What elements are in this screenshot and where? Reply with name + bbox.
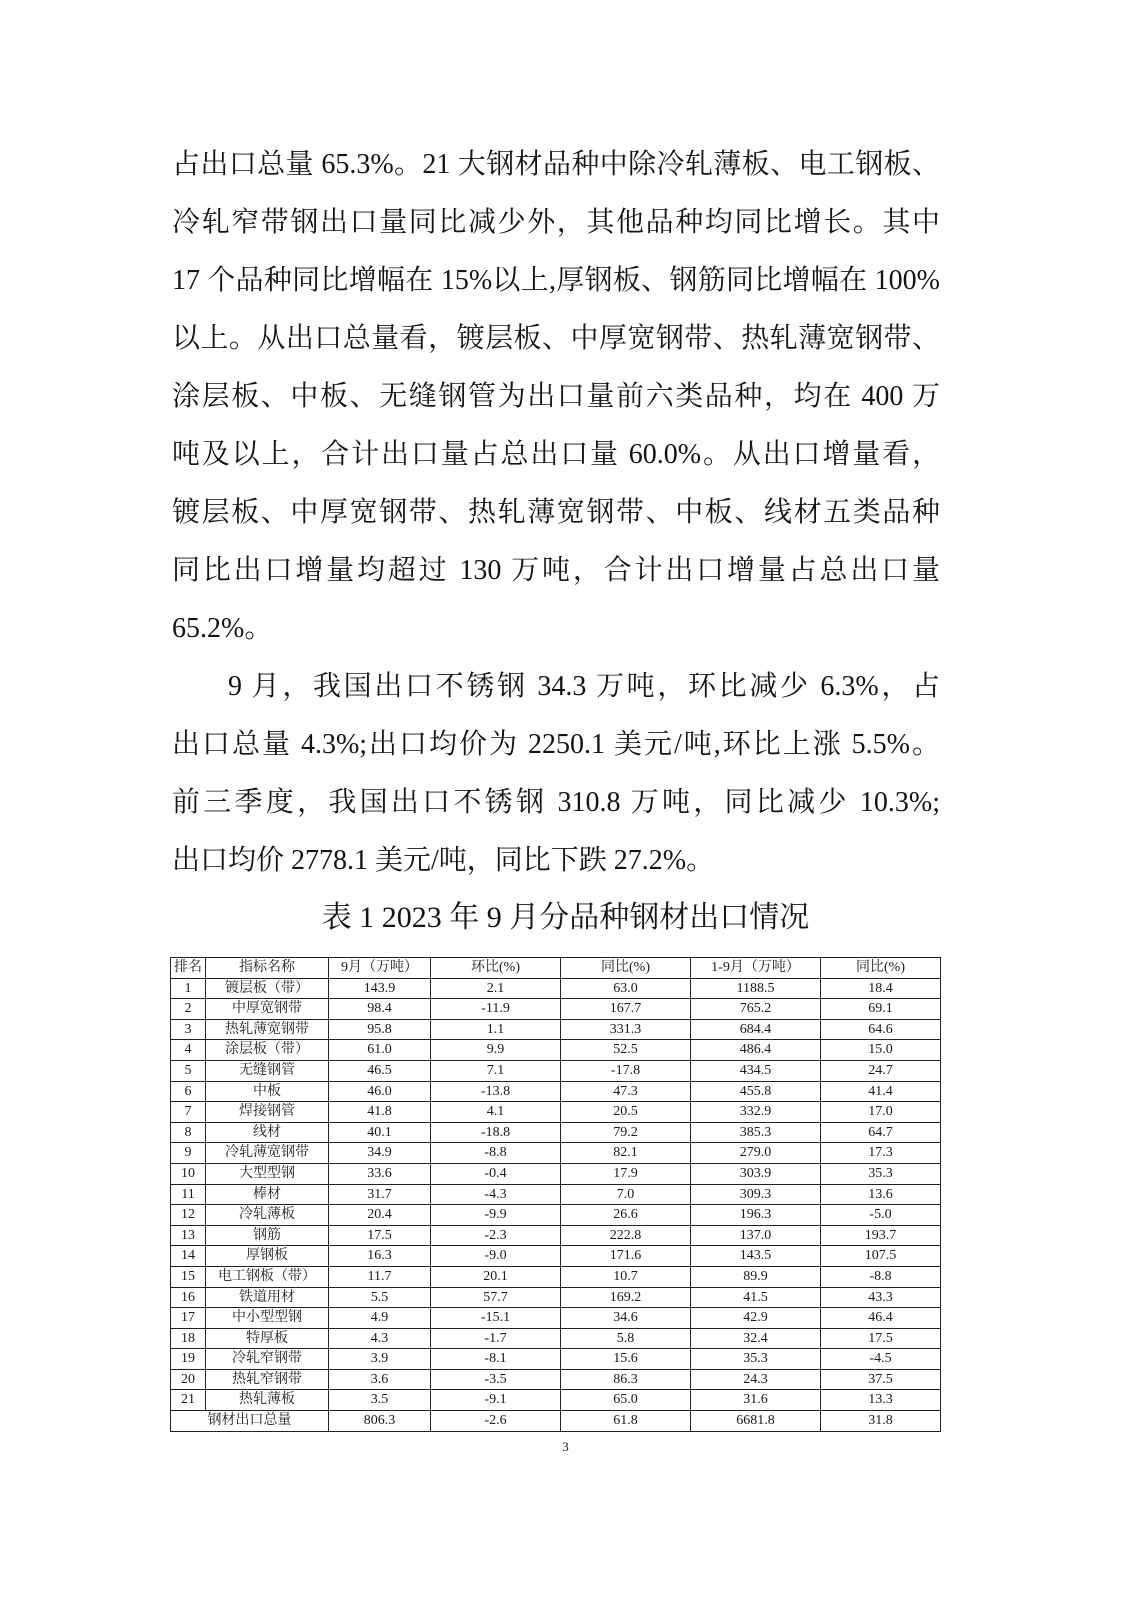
- cell-ytd-yoy: 46.4: [821, 1308, 941, 1329]
- cell-yoy: 10.7: [561, 1266, 691, 1287]
- cell-name: 冷轧窄钢带: [206, 1349, 329, 1370]
- cell-sep-volume: 61.0: [329, 1040, 431, 1061]
- cell-yoy: 171.6: [561, 1246, 691, 1267]
- text-line: 同比出口增量均超过 130 万吨，合计出口增量占总出口量: [172, 555, 940, 586]
- text-line: 65.2%。: [172, 613, 273, 644]
- cell-sep-volume: 4.9: [329, 1308, 431, 1329]
- table-row: [171, 1122, 941, 1143]
- table-row: [171, 1060, 941, 1081]
- text-line: 17 个品种同比增幅在 15%以上,厚钢板、钢筋同比增幅在 100%: [172, 265, 940, 296]
- table-row: [171, 1328, 941, 1349]
- cell-ytd-yoy: -5.0: [821, 1205, 941, 1226]
- cell-rank: 16: [171, 1287, 206, 1308]
- table-row: [171, 1184, 941, 1205]
- cell-mom: -13.8: [431, 1081, 561, 1102]
- header-ytd-yoy: 同比(%): [821, 958, 941, 979]
- cell-mom: 20.1: [431, 1266, 561, 1287]
- cell-sep-volume: 33.6: [329, 1163, 431, 1184]
- cell-ytd-yoy: 69.1: [821, 999, 941, 1020]
- text-line: 镀层板、中厚宽钢带、热轧薄宽钢带、中板、线材五类品种: [172, 497, 940, 528]
- table-row: [171, 1369, 941, 1390]
- table-row: [171, 1205, 941, 1226]
- cell-name: 铁道用材: [206, 1287, 329, 1308]
- cell-ytd-volume: 35.3: [691, 1349, 821, 1370]
- cell-sep-volume: 98.4: [329, 999, 431, 1020]
- total-ytd-yoy: 31.8: [821, 1411, 941, 1432]
- text-line: 占出口总量 65.3%。21 大钢材品种中除冷轧薄板、电工钢板、: [172, 149, 940, 180]
- table-row: [171, 1308, 941, 1329]
- cell-yoy: 167.7: [561, 999, 691, 1020]
- cell-yoy: 15.6: [561, 1349, 691, 1370]
- cell-ytd-volume: 1188.5: [691, 978, 821, 999]
- cell-name: 大型型钢: [206, 1163, 329, 1184]
- cell-ytd-volume: 24.3: [691, 1369, 821, 1390]
- cell-ytd-volume: 486.4: [691, 1040, 821, 1061]
- cell-yoy: 17.9: [561, 1163, 691, 1184]
- cell-rank: 2: [171, 999, 206, 1020]
- cell-ytd-yoy: 64.6: [821, 1019, 941, 1040]
- cell-sep-volume: 46.5: [329, 1060, 431, 1081]
- page-number: 3: [562, 1439, 569, 1454]
- cell-name: 焊接钢管: [206, 1102, 329, 1123]
- text-line: 前三季度，我国出口不锈钢 310.8 万吨，同比减少 10.3%;: [172, 787, 940, 818]
- cell-ytd-volume: 434.5: [691, 1060, 821, 1081]
- cell-sep-volume: 11.7: [329, 1266, 431, 1287]
- table-row: [171, 999, 941, 1020]
- cell-mom: -1.7: [431, 1328, 561, 1349]
- cell-ytd-yoy: 17.3: [821, 1143, 941, 1164]
- text-line: 出口均价 2778.1 美元/吨，同比下跌 27.2%。: [172, 845, 715, 876]
- cell-name: 冷轧薄板: [206, 1205, 329, 1226]
- table-row: [171, 1246, 941, 1267]
- cell-yoy: 79.2: [561, 1122, 691, 1143]
- table-body: [171, 978, 941, 1410]
- cell-ytd-volume: 332.9: [691, 1102, 821, 1123]
- cell-rank: 4: [171, 1040, 206, 1061]
- table-row: [171, 1102, 941, 1123]
- header-yoy: 同比(%): [561, 958, 691, 979]
- cell-sep-volume: 4.3: [329, 1328, 431, 1349]
- cell-ytd-volume: 455.8: [691, 1081, 821, 1102]
- cell-name: 中板: [206, 1081, 329, 1102]
- cell-sep-volume: 20.4: [329, 1205, 431, 1226]
- text-line: 9 月，我国出口不锈钢 34.3 万吨，环比减少 6.3%，占: [228, 671, 940, 702]
- cell-sep-volume: 41.8: [329, 1102, 431, 1123]
- paragraph-continued: [172, 136, 940, 658]
- table-row: [171, 1266, 941, 1287]
- cell-sep-volume: 31.7: [329, 1184, 431, 1205]
- cell-ytd-volume: 32.4: [691, 1328, 821, 1349]
- cell-sep-volume: 3.5: [329, 1390, 431, 1411]
- table-row: [171, 1040, 941, 1061]
- cell-mom: -18.8: [431, 1122, 561, 1143]
- cell-ytd-yoy: 17.5: [821, 1328, 941, 1349]
- cell-rank: 10: [171, 1163, 206, 1184]
- cell-name: 中小型型钢: [206, 1308, 329, 1329]
- cell-mom: -8.8: [431, 1143, 561, 1164]
- cell-ytd-yoy: 13.3: [821, 1390, 941, 1411]
- cell-mom: 7.1: [431, 1060, 561, 1081]
- cell-ytd-volume: 309.3: [691, 1184, 821, 1205]
- table-row: [171, 1163, 941, 1184]
- cell-yoy: 7.0: [561, 1184, 691, 1205]
- cell-ytd-volume: 279.0: [691, 1143, 821, 1164]
- cell-yoy: 86.3: [561, 1369, 691, 1390]
- cell-ytd-volume: 31.6: [691, 1390, 821, 1411]
- cell-mom: -9.9: [431, 1205, 561, 1226]
- cell-name: 厚钢板: [206, 1246, 329, 1267]
- text-line: 涂层板、中板、无缝钢管为出口量前六类品种，均在 400 万: [172, 381, 940, 412]
- table-row: [171, 978, 941, 999]
- cell-mom: -4.3: [431, 1184, 561, 1205]
- cell-ytd-yoy: 193.7: [821, 1225, 941, 1246]
- cell-mom: -9.1: [431, 1390, 561, 1411]
- cell-yoy: 169.2: [561, 1287, 691, 1308]
- cell-ytd-volume: 196.3: [691, 1205, 821, 1226]
- cell-name: 无缝钢管: [206, 1060, 329, 1081]
- text-line: 冷轧窄带钢出口量同比减少外，其他品种均同比增长。其中: [172, 207, 940, 238]
- cell-rank: 19: [171, 1349, 206, 1370]
- cell-rank: 3: [171, 1019, 206, 1040]
- cell-sep-volume: 16.3: [329, 1246, 431, 1267]
- cell-sep-volume: 3.6: [329, 1369, 431, 1390]
- table-total-row: [171, 1411, 941, 1432]
- cell-sep-volume: 34.9: [329, 1143, 431, 1164]
- cell-rank: 8: [171, 1122, 206, 1143]
- cell-ytd-yoy: 18.4: [821, 978, 941, 999]
- cell-mom: 9.9: [431, 1040, 561, 1061]
- table-row: [171, 1390, 941, 1411]
- table-header-row: [171, 958, 941, 979]
- cell-rank: 6: [171, 1081, 206, 1102]
- cell-ytd-volume: 684.4: [691, 1019, 821, 1040]
- cell-name: 电工钢板（带）: [206, 1266, 329, 1287]
- cell-yoy: 222.8: [561, 1225, 691, 1246]
- header-rank: 排名: [171, 958, 206, 979]
- cell-ytd-volume: 41.5: [691, 1287, 821, 1308]
- cell-mom: -9.0: [431, 1246, 561, 1267]
- text-line: 出口总量 4.3%;出口均价为 2250.1 美元/吨,环比上涨 5.5%。: [172, 729, 940, 760]
- cell-name: 热轧薄板: [206, 1390, 329, 1411]
- table-row: [171, 1143, 941, 1164]
- cell-mom: 4.1: [431, 1102, 561, 1123]
- cell-name: 涂层板（带）: [206, 1040, 329, 1061]
- cell-name: 冷轧薄宽钢带: [206, 1143, 329, 1164]
- cell-yoy: 5.8: [561, 1328, 691, 1349]
- cell-yoy: 26.6: [561, 1205, 691, 1226]
- table-title: 表 1 2023 年 9 月分品种钢材出口情况: [321, 901, 810, 934]
- total-yoy: 61.8: [561, 1411, 691, 1432]
- cell-mom: 57.7: [431, 1287, 561, 1308]
- cell-ytd-yoy: 37.5: [821, 1369, 941, 1390]
- text-line: 以上。从出口总量看，镀层板、中厚宽钢带、热轧薄宽钢带、: [172, 323, 940, 354]
- cell-yoy: 34.6: [561, 1308, 691, 1329]
- cell-mom: 1.1: [431, 1019, 561, 1040]
- cell-rank: 5: [171, 1060, 206, 1081]
- cell-ytd-volume: 385.3: [691, 1122, 821, 1143]
- cell-yoy: 63.0: [561, 978, 691, 999]
- table-row: [171, 1225, 941, 1246]
- cell-ytd-yoy: 13.6: [821, 1184, 941, 1205]
- cell-rank: 13: [171, 1225, 206, 1246]
- cell-ytd-yoy: 24.7: [821, 1060, 941, 1081]
- cell-ytd-yoy: 17.0: [821, 1102, 941, 1123]
- cell-sep-volume: 143.9: [329, 978, 431, 999]
- cell-ytd-yoy: 41.4: [821, 1081, 941, 1102]
- cell-name: 中厚宽钢带: [206, 999, 329, 1020]
- cell-ytd-yoy: -8.8: [821, 1266, 941, 1287]
- header-sep-volume: 9月（万吨）: [329, 958, 431, 979]
- text-line: 吨及以上，合计出口量占总出口量 60.0%。从出口增量看，: [172, 439, 940, 470]
- cell-yoy: 20.5: [561, 1102, 691, 1123]
- table-row: [171, 1019, 941, 1040]
- cell-rank: 7: [171, 1102, 206, 1123]
- cell-yoy: 65.0: [561, 1390, 691, 1411]
- cell-mom: -8.1: [431, 1349, 561, 1370]
- cell-ytd-yoy: 35.3: [821, 1163, 941, 1184]
- total-label: 钢材出口总量: [171, 1411, 329, 1432]
- cell-ytd-yoy: 15.0: [821, 1040, 941, 1061]
- cell-sep-volume: 3.9: [329, 1349, 431, 1370]
- body-text: [172, 136, 940, 890]
- header-name: 指标名称: [206, 958, 329, 979]
- cell-yoy: 331.3: [561, 1019, 691, 1040]
- cell-ytd-volume: 143.5: [691, 1246, 821, 1267]
- cell-name: 线材: [206, 1122, 329, 1143]
- cell-mom: -15.1: [431, 1308, 561, 1329]
- cell-yoy: 47.3: [561, 1081, 691, 1102]
- total-ytd-volume: 6681.8: [691, 1411, 821, 1432]
- cell-rank: 18: [171, 1328, 206, 1349]
- cell-sep-volume: 95.8: [329, 1019, 431, 1040]
- cell-ytd-yoy: -4.5: [821, 1349, 941, 1370]
- cell-rank: 20: [171, 1369, 206, 1390]
- cell-ytd-volume: 303.9: [691, 1163, 821, 1184]
- cell-sep-volume: 17.5: [329, 1225, 431, 1246]
- cell-mom: -11.9: [431, 999, 561, 1020]
- cell-rank: 9: [171, 1143, 206, 1164]
- table-row: [171, 1287, 941, 1308]
- cell-name: 棒材: [206, 1184, 329, 1205]
- cell-rank: 15: [171, 1266, 206, 1287]
- cell-rank: 17: [171, 1308, 206, 1329]
- steel-export-table: [170, 957, 941, 1432]
- cell-ytd-volume: 137.0: [691, 1225, 821, 1246]
- total-mom: -2.6: [431, 1411, 561, 1432]
- paragraph-stainless-steel: [172, 658, 940, 890]
- cell-name: 热轧窄钢带: [206, 1369, 329, 1390]
- cell-name: 钢筋: [206, 1225, 329, 1246]
- cell-rank: 1: [171, 978, 206, 999]
- cell-yoy: -17.8: [561, 1060, 691, 1081]
- cell-mom: -0.4: [431, 1163, 561, 1184]
- cell-sep-volume: 40.1: [329, 1122, 431, 1143]
- cell-ytd-volume: 89.9: [691, 1266, 821, 1287]
- header-ytd-volume: 1-9月（万吨）: [691, 958, 821, 979]
- cell-ytd-yoy: 64.7: [821, 1122, 941, 1143]
- total-sep-volume: 806.3: [329, 1411, 431, 1432]
- cell-yoy: 82.1: [561, 1143, 691, 1164]
- cell-ytd-yoy: 43.3: [821, 1287, 941, 1308]
- cell-mom: 2.1: [431, 978, 561, 999]
- header-mom: 环比(%): [431, 958, 561, 979]
- table-footer: [171, 1411, 941, 1432]
- cell-ytd-yoy: 107.5: [821, 1246, 941, 1267]
- cell-sep-volume: 5.5: [329, 1287, 431, 1308]
- table-header: [171, 958, 941, 979]
- cell-rank: 12: [171, 1205, 206, 1226]
- cell-mom: -2.3: [431, 1225, 561, 1246]
- table-row: [171, 1081, 941, 1102]
- cell-name: 镀层板（带）: [206, 978, 329, 999]
- cell-sep-volume: 46.0: [329, 1081, 431, 1102]
- cell-rank: 11: [171, 1184, 206, 1205]
- cell-ytd-volume: 765.2: [691, 999, 821, 1020]
- cell-mom: -3.5: [431, 1369, 561, 1390]
- cell-name: 热轧薄宽钢带: [206, 1019, 329, 1040]
- table-row: [171, 1349, 941, 1370]
- cell-name: 特厚板: [206, 1328, 329, 1349]
- cell-rank: 14: [171, 1246, 206, 1267]
- cell-ytd-volume: 42.9: [691, 1308, 821, 1329]
- cell-yoy: 52.5: [561, 1040, 691, 1061]
- cell-rank: 21: [171, 1390, 206, 1411]
